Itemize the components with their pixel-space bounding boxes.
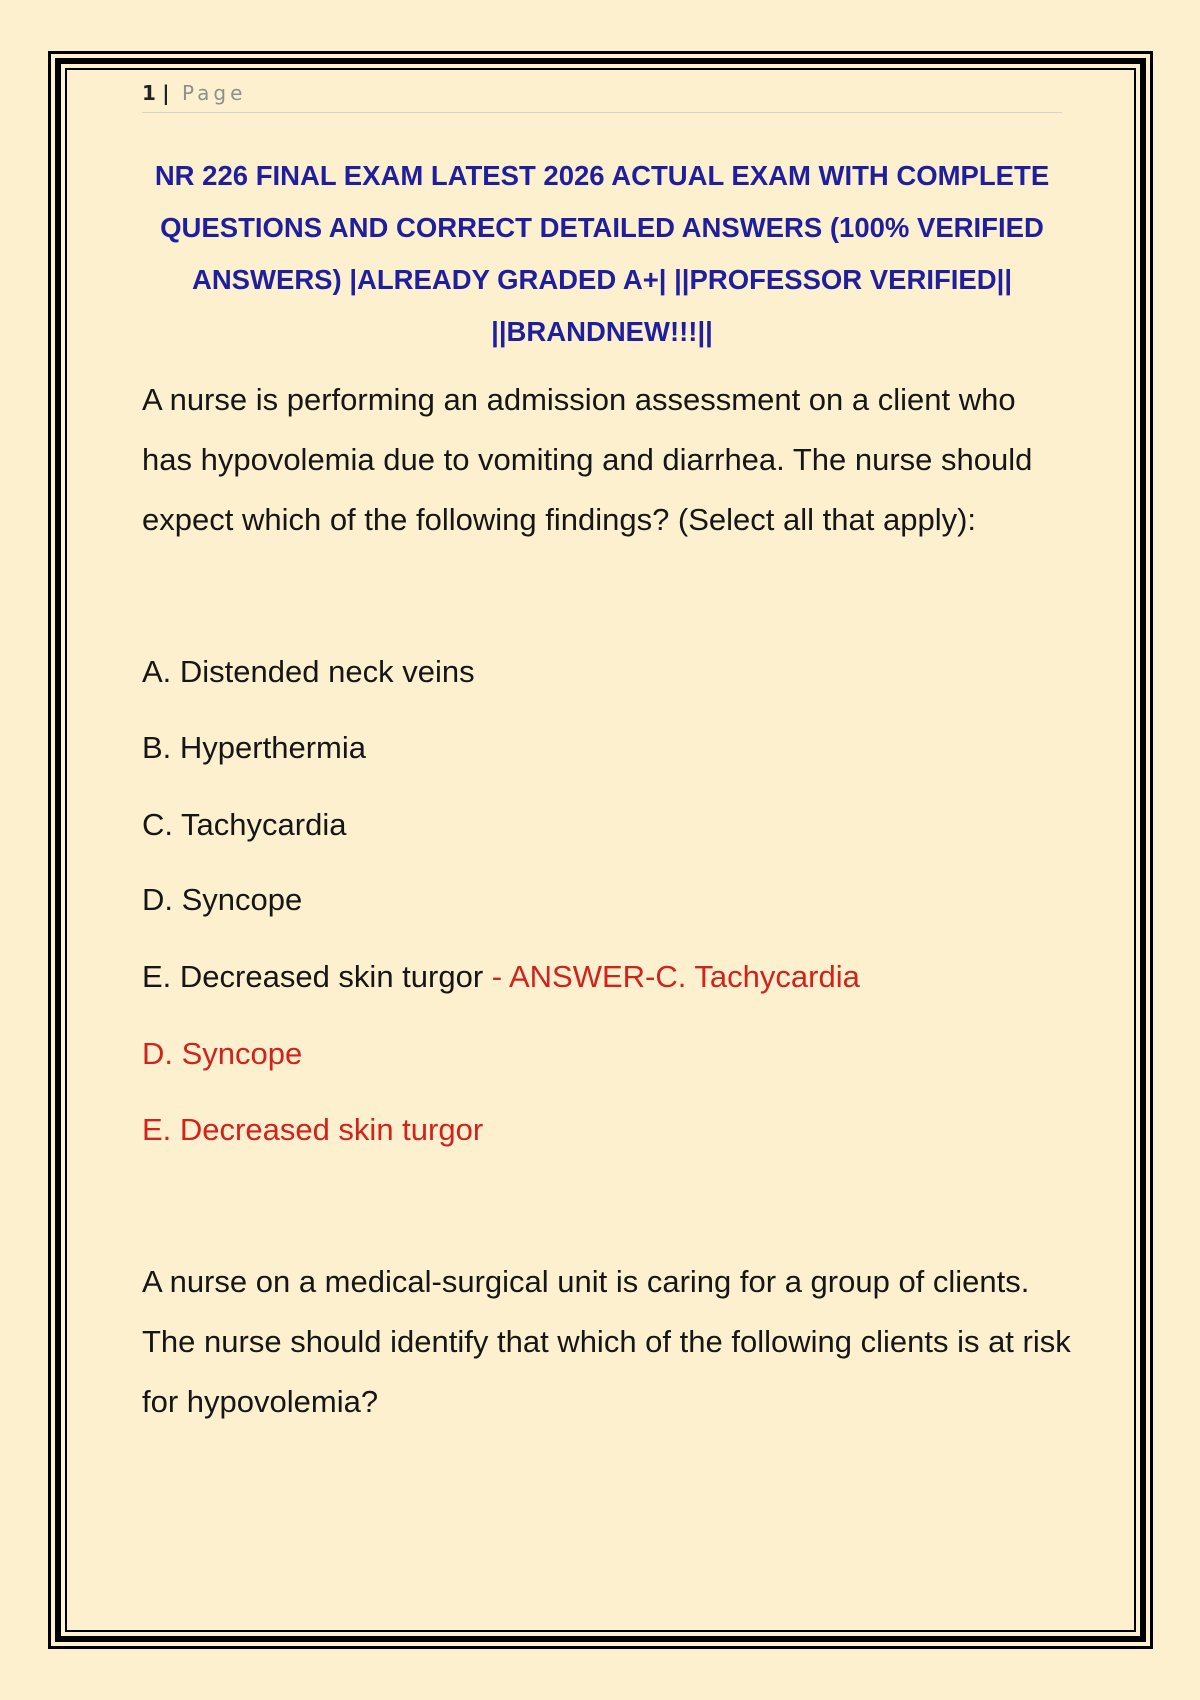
answer-inline: - ANSWER-C. Tachycardia bbox=[483, 959, 860, 994]
page-separator: | bbox=[162, 81, 170, 105]
question-1-option-a: A. Distended neck veins bbox=[142, 654, 475, 689]
page-number: 1 bbox=[142, 81, 156, 105]
answer-line-e: E. Decreased skin turgor bbox=[142, 1112, 484, 1147]
page-header bbox=[142, 80, 1062, 113]
question-2-text: A nurse on a medical-surgical unit is caring for a group of clients. The nurse should identify that which of the following clients is at risk for hypovolemia? bbox=[142, 1264, 1071, 1419]
question-1-text: A nurse is performing an admission assessment on a client who has hypovolemia due to vomiting and diarrhea. The nurse should expect which of the following findings? (Select all that apply): bbox=[142, 382, 1033, 537]
document-title: NR 226 FINAL EXAM LATEST 2026 ACTUAL EXAM WITH COMPLETE QUESTIONS AND CORRECT DETAILED ANSWERS (100% VERIFIED ANSWERS) |ALREADY GRADED A+| ||PROFESSOR VERIFIED|| ||BRANDNEW!!!|| bbox=[154, 160, 1050, 347]
question-1-option-c: C. Tachycardia bbox=[142, 807, 347, 842]
answer-line-d: D. Syncope bbox=[142, 1036, 303, 1071]
question-1-option-d: D. Syncope bbox=[142, 882, 303, 917]
page-label: Page bbox=[181, 81, 247, 105]
question-1-option-b: B. Hyperthermia bbox=[142, 730, 366, 765]
question-1-option-e: E. Decreased skin turgor bbox=[142, 959, 484, 994]
question-1-option-e-line bbox=[142, 957, 860, 997]
